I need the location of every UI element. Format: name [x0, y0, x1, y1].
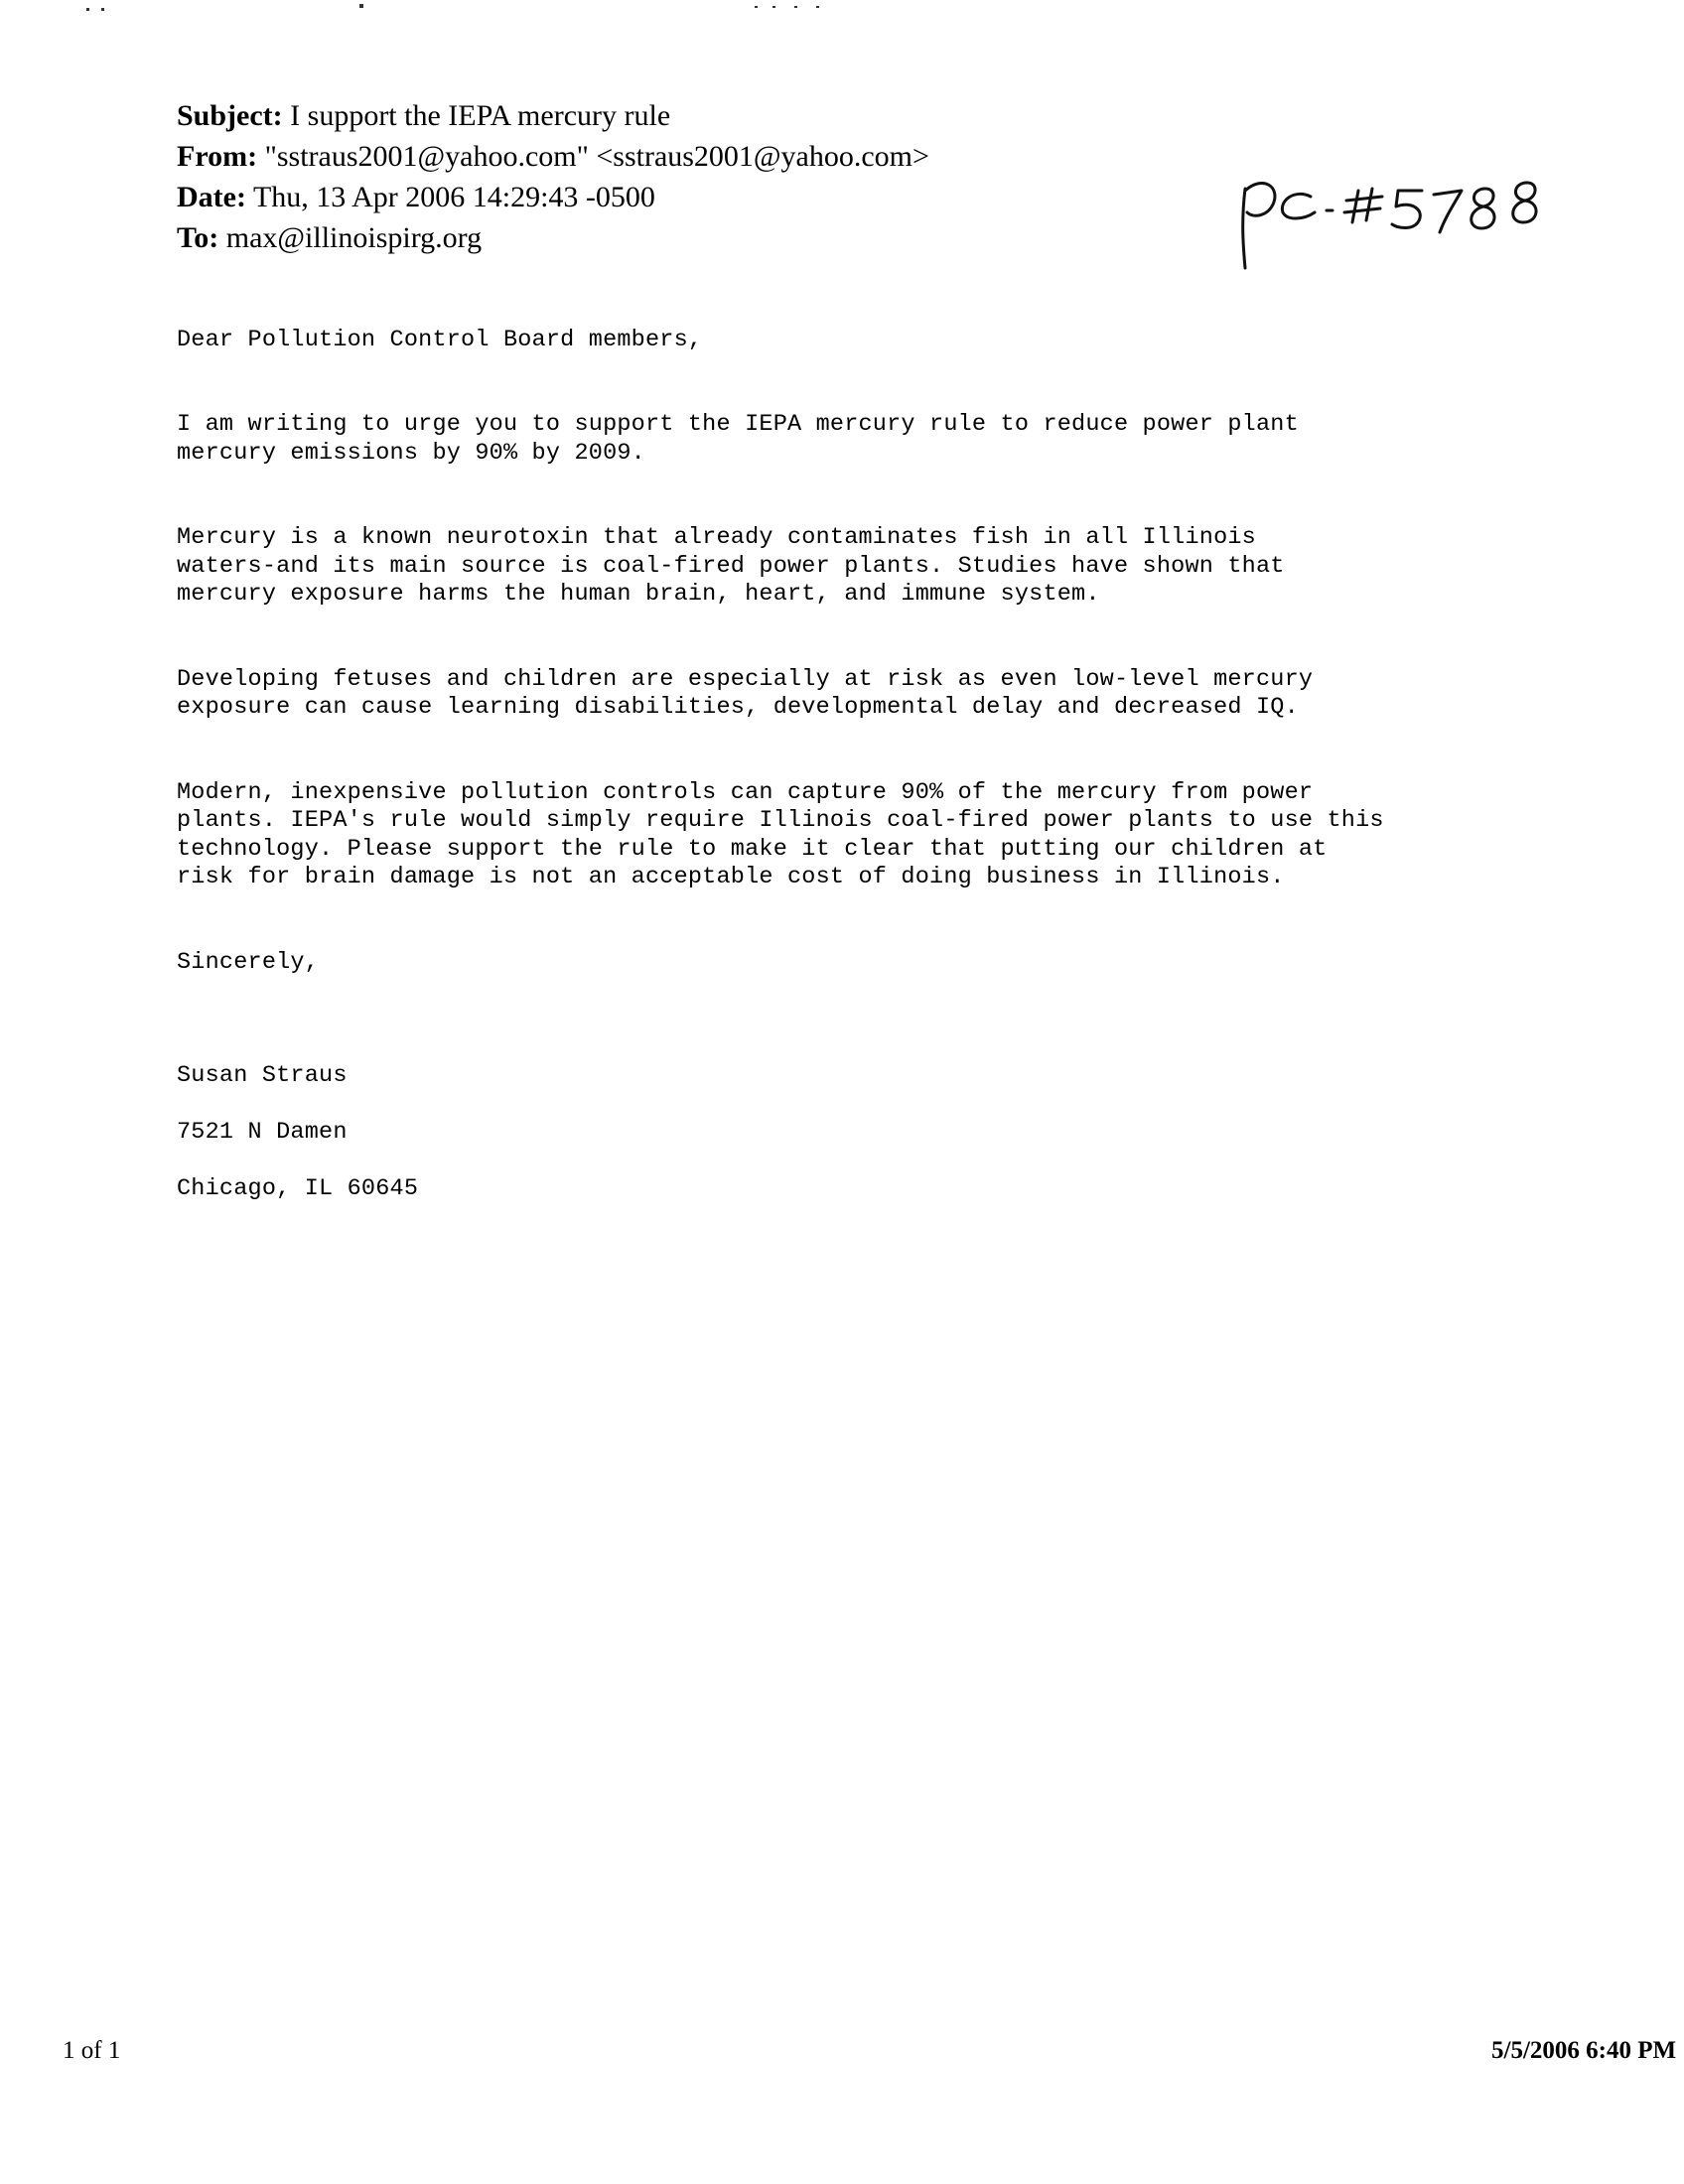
greeting: Dear Pollution Control Board members, — [177, 326, 703, 353]
date-label: Date: — [177, 181, 246, 213]
body-paragraph-1: I am writing to urge you to support the IEPA mercury rule to reduce power plant mercury emissions by 90% by 2009. — [177, 411, 1299, 467]
closing: Sincerely, — [177, 948, 320, 976]
print-timestamp: 5/5/2006 6:40 PM — [1491, 2037, 1677, 2064]
signature-street: 7521 N Damen — [177, 1118, 348, 1146]
from-label: From: — [177, 140, 258, 173]
to-label: To: — [177, 221, 219, 254]
email-body — [177, 298, 1567, 1260]
from-value: "sstraus2001@yahoo.com" <sstraus2001@yahoo.com> — [264, 140, 929, 173]
page-number: 1 of 1 — [63, 2037, 121, 2064]
subject-row — [177, 95, 929, 136]
email-header — [177, 95, 929, 258]
to-row — [177, 217, 929, 258]
body-paragraph-3: Developing fetuses and children are especially at risk as even low-level mercury exposure can cause learning disabilities, developmental delay and decreased IQ. — [177, 665, 1314, 721]
handwritten-pc-stamp — [1223, 177, 1581, 276]
subject-label: Subject: — [177, 99, 283, 132]
from-row — [177, 136, 929, 177]
signature-block — [177, 1033, 1567, 1232]
scan-artifacts — [0, 0, 1684, 20]
subject-value: I support the IEPA mercury rule — [290, 99, 671, 132]
signature-name: Susan Straus — [177, 1061, 348, 1089]
signature-city: Chicago, IL 60645 — [177, 1174, 419, 1202]
date-value: Thu, 13 Apr 2006 14:29:43 -0500 — [252, 181, 655, 213]
date-row — [177, 177, 929, 217]
body-paragraph-2: Mercury is a known neurotoxin that already contaminates fish in all Illinois waters-and its main source is coal-fired power plants. Studies have shown that mercury exposure harms the human brain, heart, and immune system. — [177, 524, 1285, 608]
body-paragraph-4: Modern, inexpensive pollution controls can capture 90% of the mercury from power plants. IEPA's rule would simply require Illinois coal-fired power plants to use this technology. Please support the rule to make it clear that putting our children at risk for brain damage is not an acceptable cost of doing business in Illinois. — [177, 778, 1384, 890]
to-value: max@illinoispirg.org — [225, 221, 483, 254]
